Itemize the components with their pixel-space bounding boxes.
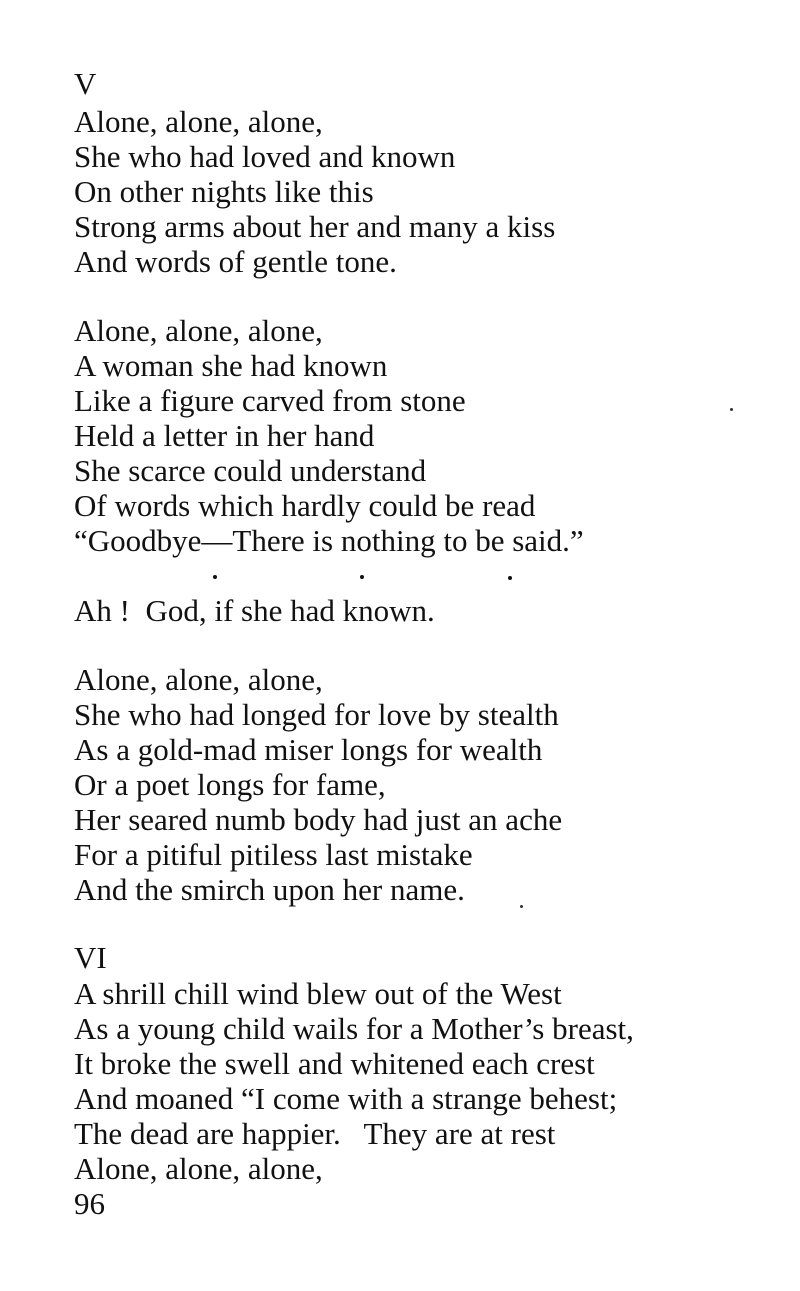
poem-line: For a pitiful pitiless last mistake — [74, 837, 473, 872]
scan-speck — [520, 905, 523, 908]
ellipsis-dot — [360, 575, 364, 579]
poem-line: She who had longed for love by stealth — [74, 697, 559, 732]
scan-speck — [730, 408, 733, 411]
ellipsis-dot — [213, 575, 217, 579]
poem-line: Of words which hardly could be read — [74, 488, 536, 523]
poem-line: And words of gentle tone. — [74, 244, 397, 279]
poem-line: Like a figure carved from stone — [74, 383, 466, 418]
poem-line: Alone, alone, alone, — [74, 1151, 323, 1186]
poem-line: Alone, alone, alone, — [74, 104, 323, 139]
poem-line: Alone, alone, alone, — [74, 313, 323, 348]
poem-line: Ah ! God, if she had known. — [74, 593, 435, 628]
poem-line: “Goodbye—There is nothing to be said.” — [74, 523, 584, 558]
ellipsis-dot — [508, 576, 512, 580]
poem-line: And moaned “I come with a strange behest; — [74, 1081, 618, 1116]
poem-line: She who had loved and known — [74, 139, 456, 174]
poem-line: Strong arms about her and many a kiss — [74, 209, 556, 244]
ellipsis-dots — [0, 571, 800, 583]
poem-line: The dead are happier. They are at rest — [74, 1116, 556, 1151]
poem-line: It broke the swell and whitened each crest — [74, 1046, 595, 1081]
poem-line: Held a letter in her hand — [74, 418, 375, 453]
poem-line: A shrill chill wind blew out of the West — [74, 976, 562, 1011]
poem-line: On other nights like this — [74, 174, 374, 209]
section-heading-v: V — [74, 66, 97, 101]
poem-line: She scarce could understand — [74, 453, 427, 488]
poem-line: A woman she had known — [74, 348, 388, 383]
poem-line: Her seared numb body had just an ache — [74, 802, 563, 837]
poem-line: Or a poet longs for fame, — [74, 767, 386, 802]
poem-line: Alone, alone, alone, — [74, 662, 323, 697]
poem-line: And the smirch upon her name. — [74, 872, 465, 907]
section-heading-vi: VI — [74, 940, 107, 975]
poem-line: As a gold-mad miser longs for wealth — [74, 732, 543, 767]
poem-line: As a young child wails for a Mother’s breast, — [74, 1011, 634, 1046]
page-number: 96 — [74, 1186, 105, 1221]
